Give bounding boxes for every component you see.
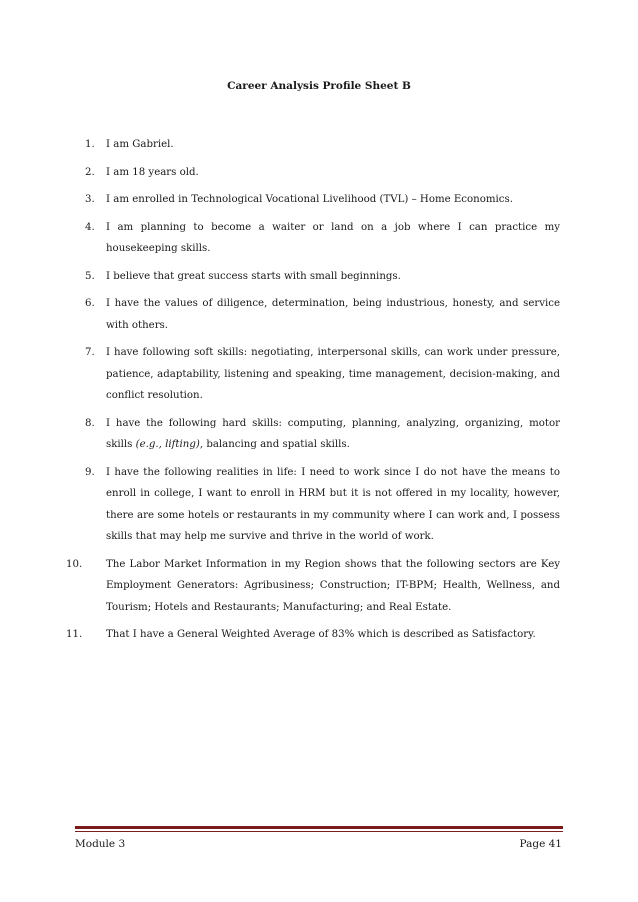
page-title: Career Analysis Profile Sheet B	[227, 80, 411, 92]
footer-rule-thin	[75, 831, 563, 832]
item-text	[106, 418, 560, 451]
item-number: 10.	[66, 558, 83, 570]
item-number: 7.	[85, 347, 95, 358]
list-item	[66, 342, 560, 407]
item-text: I have the following realities in life: I need to work since I do not have the means to enroll in college, I want to enroll in HRM but it is not offered in my locality, however, there are some hotels or restaurants in my community where I can work and, I possess skills that may help me survive and thrive in the world of work.	[106, 466, 560, 542]
item-text: I am Gabriel.	[106, 139, 174, 150]
item-number: 11.	[66, 629, 83, 640]
item-number: 3.	[85, 194, 95, 205]
item-number: 4.	[85, 221, 95, 233]
list-item	[66, 624, 560, 646]
item-text: The Labor Market Information in my Region shows that the following sectors are Key Employment Generators: Agribusiness; Construction; IT-BPM; Health, Wellness, and Tourism; Hotels and Restaurants; Manufacturing; and Real Estate.	[106, 558, 560, 613]
list-item	[66, 462, 560, 548]
item-number: 2.	[85, 166, 95, 178]
item-text: I have the values of diligence, determination, being industrious, honesty, and service with others.	[106, 298, 560, 331]
item-text: That I have a General Weighted Average of 83% which is described as Satisfactory.	[106, 629, 536, 640]
item-text: I am enrolled in Technological Vocational Livelihood (TVL) – Home Economics.	[106, 194, 513, 205]
item-number: 8.	[85, 417, 95, 429]
item-text: I have following soft skills: negotiating, interpersonal skills, can work under pressure, patience, adaptability, listening and speaking, time management, decision-making, and conflict resolution.	[106, 347, 560, 401]
footer-page-number: Page 41	[519, 838, 562, 850]
list-item	[66, 162, 560, 184]
item-number: 6.	[85, 298, 95, 309]
list-item	[66, 554, 560, 619]
list-item	[66, 266, 560, 288]
item-text-part: balancing and spatial skills.	[203, 439, 350, 450]
list-item	[66, 413, 560, 456]
item-number: 9.	[85, 466, 95, 478]
list-item	[66, 189, 560, 211]
profile-list	[66, 134, 560, 646]
item-text: I am planning to become a waiter or land on a job where I can practice my housekeeping skills.	[106, 221, 560, 254]
item-text-italic: (e.g., lifting),	[135, 439, 204, 450]
item-text-part: I have the following hard skills: computing, planning, analyzing, organizing, motor skills	[106, 417, 560, 450]
item-number: 1.	[85, 139, 95, 150]
item-number: 5.	[85, 270, 95, 282]
list-item	[66, 293, 560, 336]
footer-module: Module 3	[75, 838, 126, 850]
item-text: I am 18 years old.	[106, 166, 199, 178]
item-text: I believe that great success starts with small beginnings.	[106, 270, 401, 282]
list-item	[66, 134, 560, 156]
list-item	[66, 217, 560, 260]
footer-rule	[75, 826, 563, 829]
